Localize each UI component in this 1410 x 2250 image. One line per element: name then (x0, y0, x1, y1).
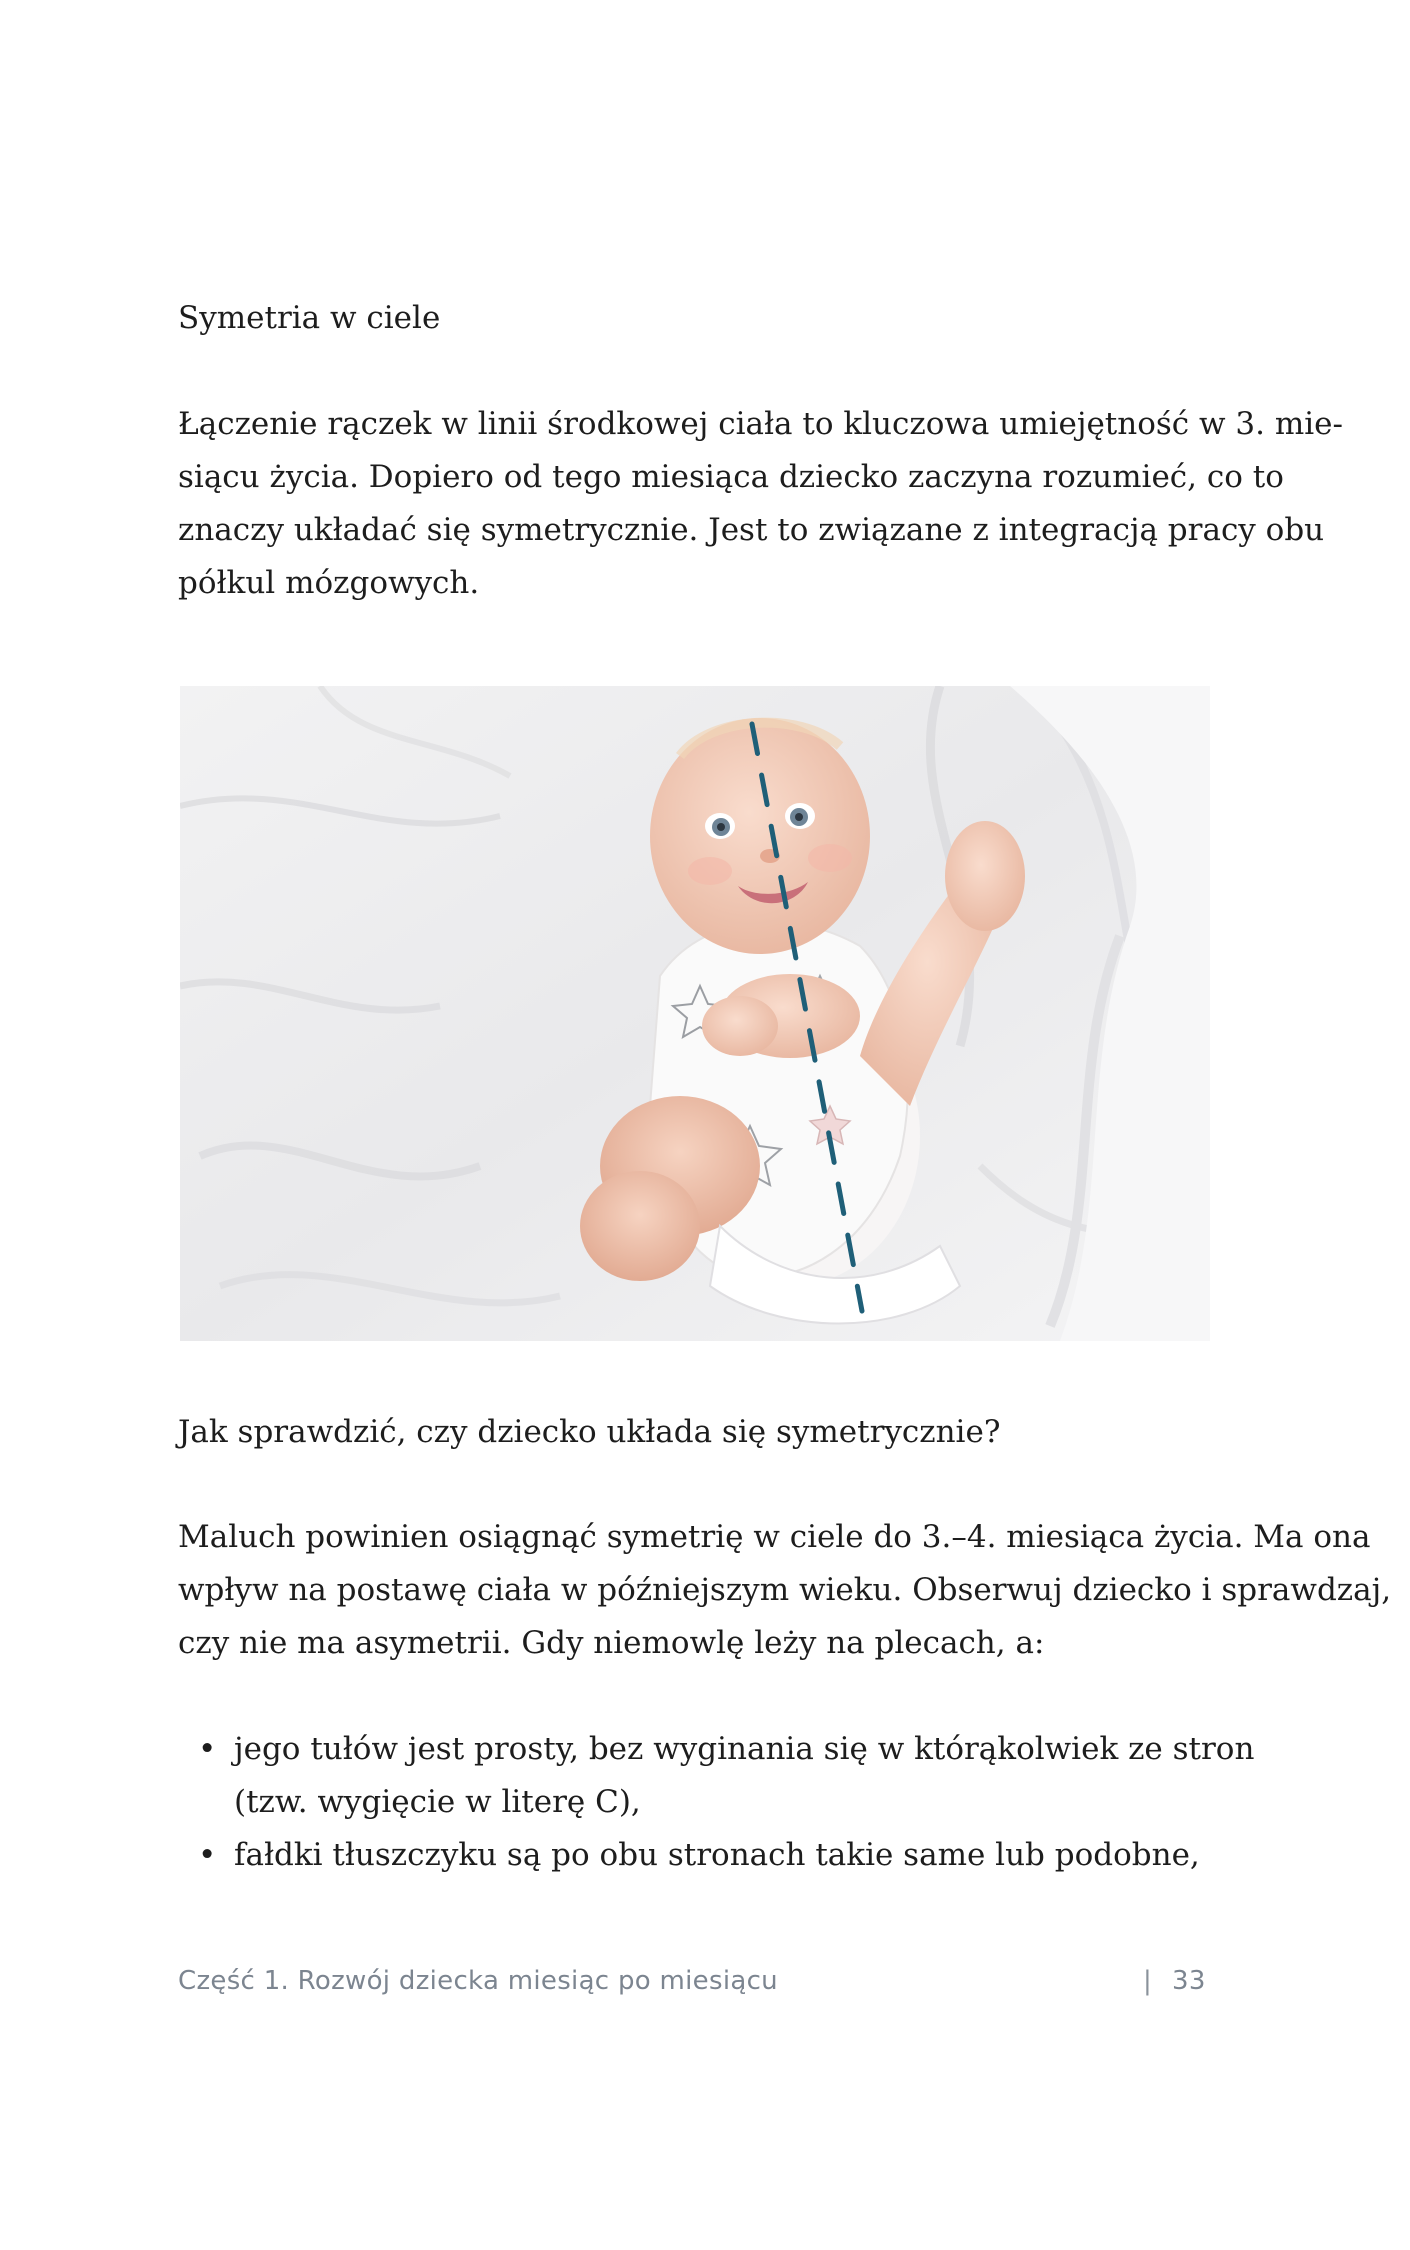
paragraph-symetria (178, 398, 1343, 610)
footer-separator: | (1143, 1966, 1153, 1996)
section-heading-symetria: Symetria w ciele (178, 300, 441, 336)
list-item (178, 1829, 1218, 1882)
list-item-line: fałdki tłuszczyku są po obu stronach takie same lub podobne, (234, 1837, 1200, 1873)
list-item-line: (tzw. wygięcie w literę C), (234, 1784, 641, 1820)
page-number: 33 (1172, 1966, 1206, 1996)
symmetry-checklist (178, 1723, 1255, 1882)
baby-symmetry-photo (180, 686, 1210, 1341)
running-title: Część 1. Rozwój dziecka miesiąc po miesiącu (178, 1966, 778, 1996)
list-item-line: jego tułów jest prosty, bez wyginania się w którąkolwiek ze stron (234, 1731, 1255, 1767)
page-footer (178, 1964, 1204, 1998)
bullet-marker: • (198, 1837, 217, 1873)
paragraph-line: czy nie ma asymetrii. Gdy niemowlę leży na plecach, a: (178, 1625, 1045, 1661)
paragraph-jak-sprawdzic (178, 1511, 1392, 1670)
bullet-marker: • (198, 1731, 217, 1767)
paragraph-line: Maluch powinien osiągnąć symetrię w ciele do 3.–4. miesiąca życia. Ma ona (178, 1519, 1371, 1555)
paragraph-line: Łączenie rączek w linii środkowej ciała to kluczowa umiejętność w 3. mie- (178, 406, 1343, 442)
section-heading-jak-sprawdzic: Jak sprawdzić, czy dziecko układa się symetrycznie? (178, 1414, 1001, 1450)
paragraph-line: wpływ na postawę ciała w późniejszym wieku. Obserwuj dziecko i sprawdzaj, (178, 1572, 1392, 1608)
baby-photo-illustration (180, 686, 1210, 1341)
paragraph-line: siącu życia. Dopiero od tego miesiąca dziecko zaczyna rozumieć, co to (178, 459, 1284, 495)
list-item (178, 1723, 1255, 1829)
paragraph-line: półkul mózgowych. (178, 565, 480, 601)
paragraph-line: znaczy układać się symetrycznie. Jest to związane z integracją pracy obu (178, 512, 1325, 548)
